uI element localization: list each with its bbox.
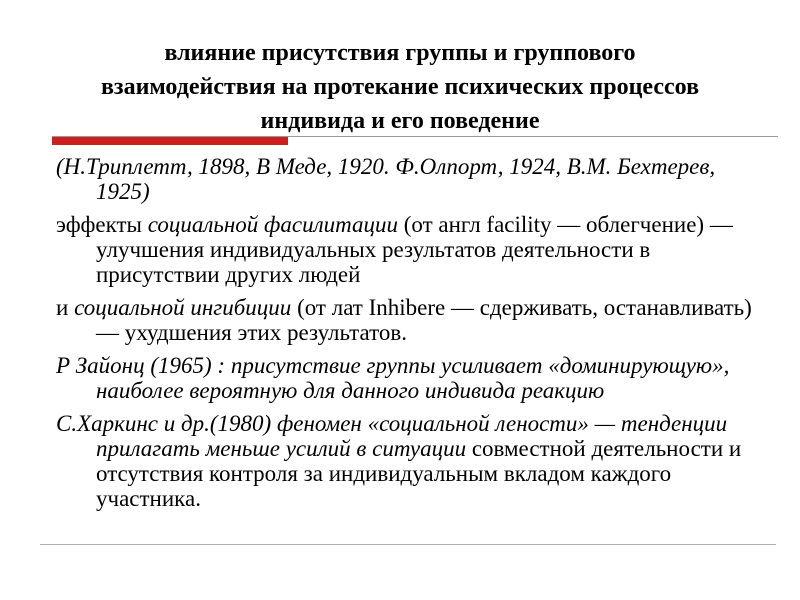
zajonc-text: Р Зайонц (1965) : присутствие группы усиливает «доминирующую», наиболее вероятную для данного индивида реакцию	[56, 353, 730, 403]
paragraph-authors	[56, 154, 756, 204]
paragraph-zajonc	[56, 353, 756, 403]
title-line-2: взаимодействия на протекание психических процессов	[100, 74, 700, 100]
slide-body	[56, 154, 756, 519]
title-line-1: влияние присутствия группы и группового	[164, 40, 636, 66]
title-line-3: индивида и его поведение	[260, 108, 540, 134]
paragraph-facilitation	[56, 212, 756, 287]
facilitation-prefix: эффекты	[56, 212, 148, 237]
inhibition-term: социальной ингибиции	[74, 295, 292, 320]
paragraph-harkins	[56, 411, 756, 511]
facilitation-term: социальной фасилитации	[147, 212, 398, 237]
harkins-text: совместной деятельности и отсутствия контроля за индивидуальным вкладом каждого участника.	[96, 436, 742, 511]
facilitation-definition: (от англ facility — облегчение) — улучшения индивидуальных результатов деятельности в присутствии других людей	[96, 212, 733, 287]
bottom-divider-line	[40, 544, 776, 545]
authors-text: (Н.Триплетт, 1898, В Меде, 1920. Ф.Олпорт, 1924, В.М. Бехтерев, 1925)	[56, 154, 716, 204]
harkins-italic-text: С.Харкинс и др.(1980) феномен «социальной лености» — тенденции прилагать меньше усилий в ситуации	[56, 411, 728, 461]
paragraph-inhibition	[56, 295, 756, 345]
inhibition-definition: (от лат Inhibere — сдерживать, останавливать) — ухудшения этих результатов.	[96, 295, 752, 345]
inhibition-prefix: и	[56, 295, 75, 320]
slide-title	[40, 36, 760, 138]
title-accent-bar	[52, 137, 288, 145]
